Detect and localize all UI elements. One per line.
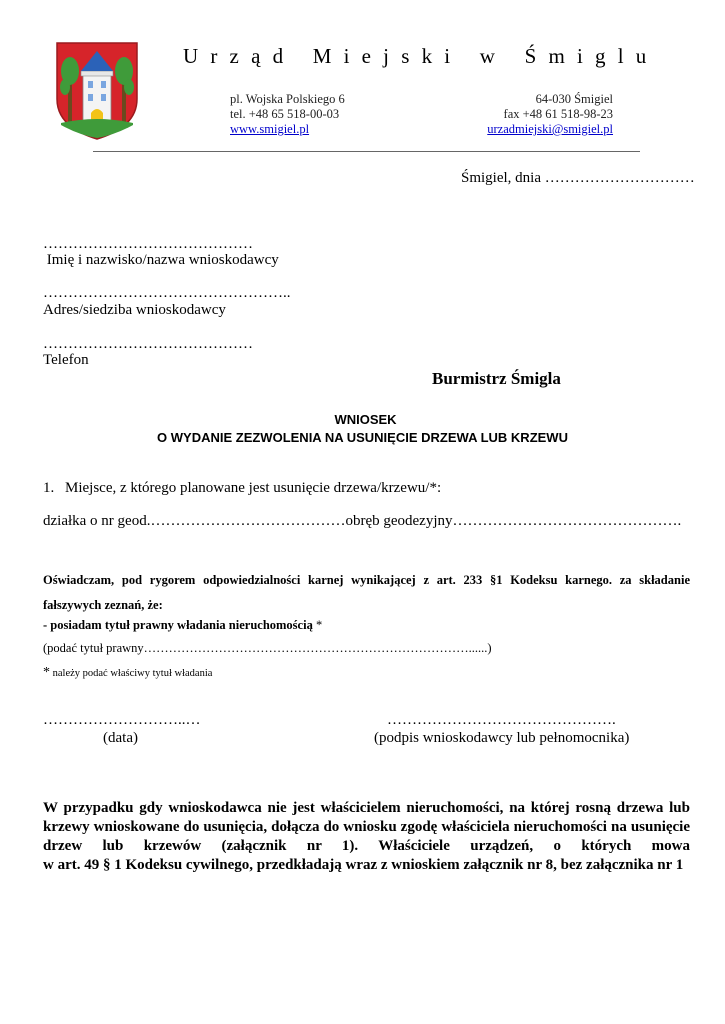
date-signature-dots: ………………………..… <box>43 712 201 728</box>
notice-line3: drzew lub krzewów (załącznik nr 1). Właściciele urządzeń, o których mowa <box>43 838 690 854</box>
applicant-signature-dots: ………………………………………. <box>387 712 616 728</box>
footnote <box>43 663 212 681</box>
declaration-line2: fałszywych zeznań, że: <box>43 598 163 612</box>
street-address: pl. Wojska Polskiego 6 <box>230 92 345 106</box>
applicant-phone-dots: …………………………………… <box>43 336 253 352</box>
notice-line4: w art. 49 § 1 Kodeksu cywilnego, przedkładają wraz z wnioskiem załącznik nr 8, bez załącznika nr 1 <box>43 857 684 873</box>
applicant-name-label: Imię i nazwisko/nazwa wnioskodawcy <box>43 252 279 268</box>
applicant-signature-label: (podpis wnioskodawcy lub pełnomocnika) <box>374 730 630 746</box>
addressee: Burmistrz Śmigla <box>432 369 561 388</box>
item1-text: Miejsce, z którego planowane jest usunięcie drzewa/krzewu/*: <box>65 480 442 496</box>
declaration-title-line <box>43 618 322 633</box>
form-title-line1: WNIOSEK <box>334 412 397 427</box>
declaration-line1: Oświadczam, pod rygorem odpowiedzialności karnej wynikającej z art. 233 §1 Kodeksu karnego. za składanie <box>43 573 690 587</box>
postal-code-city: 64-030 Śmigiel <box>535 92 613 106</box>
header-divider <box>93 151 640 152</box>
footnote-star: * <box>43 665 50 680</box>
email-link[interactable]: urzadmiejski@smigiel.pl <box>487 122 613 136</box>
form-title-line2: O WYDANIE ZEZWOLENIA NA USUNIĘCIE DRZEWA LUB KRZEWU <box>157 430 568 445</box>
parcel-line: działka o nr geod.…………………………………obręb geodezyjny………………………………………. <box>43 513 682 529</box>
declaration-title-star: * <box>312 618 323 632</box>
phone-number: tel. +48 65 518-00-03 <box>230 107 340 121</box>
applicant-name-dots: …………………………………… <box>43 236 253 252</box>
date-line: Śmigiel, dnia ………………………… <box>461 170 695 186</box>
date-signature-label: (data) <box>103 730 138 746</box>
item1-number: 1. <box>43 480 55 496</box>
fax-number: fax +48 61 518-98-23 <box>503 107 613 121</box>
form-title <box>0 411 725 447</box>
address-block-right <box>487 92 613 137</box>
footnote-text: należy podać właściwy tytuł władania <box>50 668 213 679</box>
title-entry-line: (podać tytuł prawny……………………………………………………………………......) <box>43 641 492 655</box>
declaration-title-text: - posiadam tytuł prawny władania nieruchomością <box>43 618 313 632</box>
office-title: Urząd Miejski w Śmiglu <box>183 44 659 68</box>
website-link[interactable]: www.smigiel.pl <box>230 122 310 136</box>
notice-line2: krzewy wnioskowane do usunięcia, dołącza do wniosku zgodę właściciela nieruchomości na usunięcie <box>43 819 690 835</box>
address-block-left <box>230 92 345 137</box>
applicant-address-dots: ………………………………………….. <box>43 285 291 301</box>
applicant-address-label: Adres/siedziba wnioskodawcy <box>43 302 226 318</box>
coat-of-arms-logo <box>55 41 139 141</box>
applicant-phone-label: Telefon <box>43 352 89 368</box>
notice-line1: W przypadku gdy wnioskodawca nie jest właścicielem nieruchomości, na której rosną drzewa lub <box>43 800 690 816</box>
